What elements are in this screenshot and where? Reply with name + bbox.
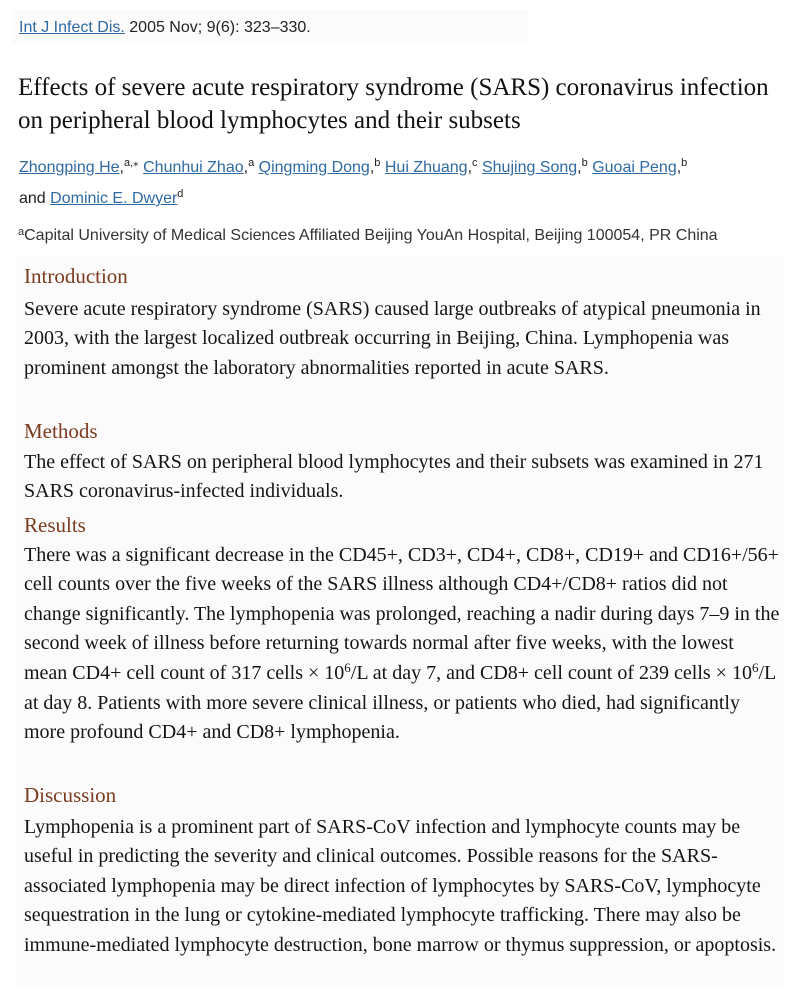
author-link[interactable]: Dominic E. Dwyer xyxy=(50,190,178,207)
methods-text: The effect of SARS on peripheral blood lymphocytes and their subsets was examined in 271 SARS coronavirus-infected individuals. xyxy=(24,451,764,503)
introduction-heading: Introduction xyxy=(24,264,128,288)
journal-link[interactable]: Int J Infect Dis. xyxy=(19,19,125,36)
methods-heading: Methods xyxy=(24,419,98,443)
author-affiliation-mark: b xyxy=(581,157,588,169)
affiliation xyxy=(18,225,788,248)
introduction-text: Severe acute respiratory syndrome (SARS) caused large outbreaks of atypical pneumonia in 2003, with the largest localized outbreak occurring in Beijing, China. Lymphopenia was prominent amongst the laboratory abnormalities reported in acute SARS. xyxy=(24,298,761,379)
discussion-text: Lymphopenia is a prominent part of SARS-CoV infection and lymphocyte counts may be useful in predicting the severity and clinical outcomes. Possible reasons for the SARS-associated lymphopenia may be direct infection of lymphocytes by SARS-CoV, lymphocyte sequestration in the lung or cytokine-mediated lymphocyte trafficking. There may also be immune-mediated lymphocyte destruction, bone marrow or thymus suppression, or apoptosis. xyxy=(24,816,777,956)
author-affiliation-mark: d xyxy=(177,188,184,200)
results-text-part: There was a significant decrease in the CD45+, CD3+, CD4+, CD8+, CD19+ and CD16+/56+ cell counts over the five weeks of the SARS illness although CD4+/CD8+ ratios did not change significantly. The lymphopenia was prolonged, reaching a nadir during days 7–9 in the second week of illness before returning towards normal after five weeks, with the lowest mean CD4+ cell count of 317 cells × 10 xyxy=(24,544,780,684)
citation-details: 2005 Nov; 9(6): 323–330. xyxy=(129,19,311,36)
author-link[interactable]: Guoai Peng xyxy=(592,159,677,176)
author-link[interactable]: Hui Zhuang xyxy=(384,159,468,176)
discussion-heading: Discussion xyxy=(24,783,117,807)
citation-bar xyxy=(12,10,528,44)
author-list: Zhongping He,$^{a,⁎}$ Chunhui Zhao,$^a$ Qingming Dong,$^b$ Hui Zhuang,$^c$ Shujing Song,$^b$ Guoai Peng,$^b$ and Dominic E. Dwyer$^d$ xyxy=(19,157,688,207)
affiliation-text: Capital University of Medical Sciences Affiliated Beijing YouAn Hospital, Beijing 100054, PR China xyxy=(24,227,718,244)
author-affiliation-mark: b xyxy=(374,157,381,169)
article-title: Effects of severe acute respiratory syndrome (SARS) coronavirus infection on peripheral blood lymphocytes and their subsets xyxy=(18,74,769,134)
results-heading: Results xyxy=(24,513,86,537)
author-affiliation-mark: a xyxy=(248,157,255,169)
author-link[interactable]: Shujing Song xyxy=(481,159,578,176)
results-exponent: 6 xyxy=(344,659,351,675)
author-link[interactable]: Qingming Dong xyxy=(258,159,370,176)
author-conjunction: and xyxy=(19,190,46,207)
affiliation-mark: a xyxy=(18,226,25,238)
author-link[interactable]: Chunhui Zhao xyxy=(143,159,244,176)
results-text xyxy=(24,541,780,748)
results-exponent: 6 xyxy=(751,659,759,675)
author-link[interactable]: Zhongping He xyxy=(19,159,120,176)
results-text-part: /L at day 7, and CD8+ cell count of 239 cells × 10 xyxy=(350,661,752,684)
results-text-part: /L at day 8. Patients with more severe clinical illness, or patients who died, had significantly more profound CD4+ and CD8+ lymphopenia. xyxy=(24,661,776,744)
abstract xyxy=(16,256,784,988)
author-affiliation-mark: b xyxy=(681,157,688,169)
author-affiliation-mark: c xyxy=(472,157,478,169)
author-affiliation-mark: a,⁎ xyxy=(123,157,139,169)
